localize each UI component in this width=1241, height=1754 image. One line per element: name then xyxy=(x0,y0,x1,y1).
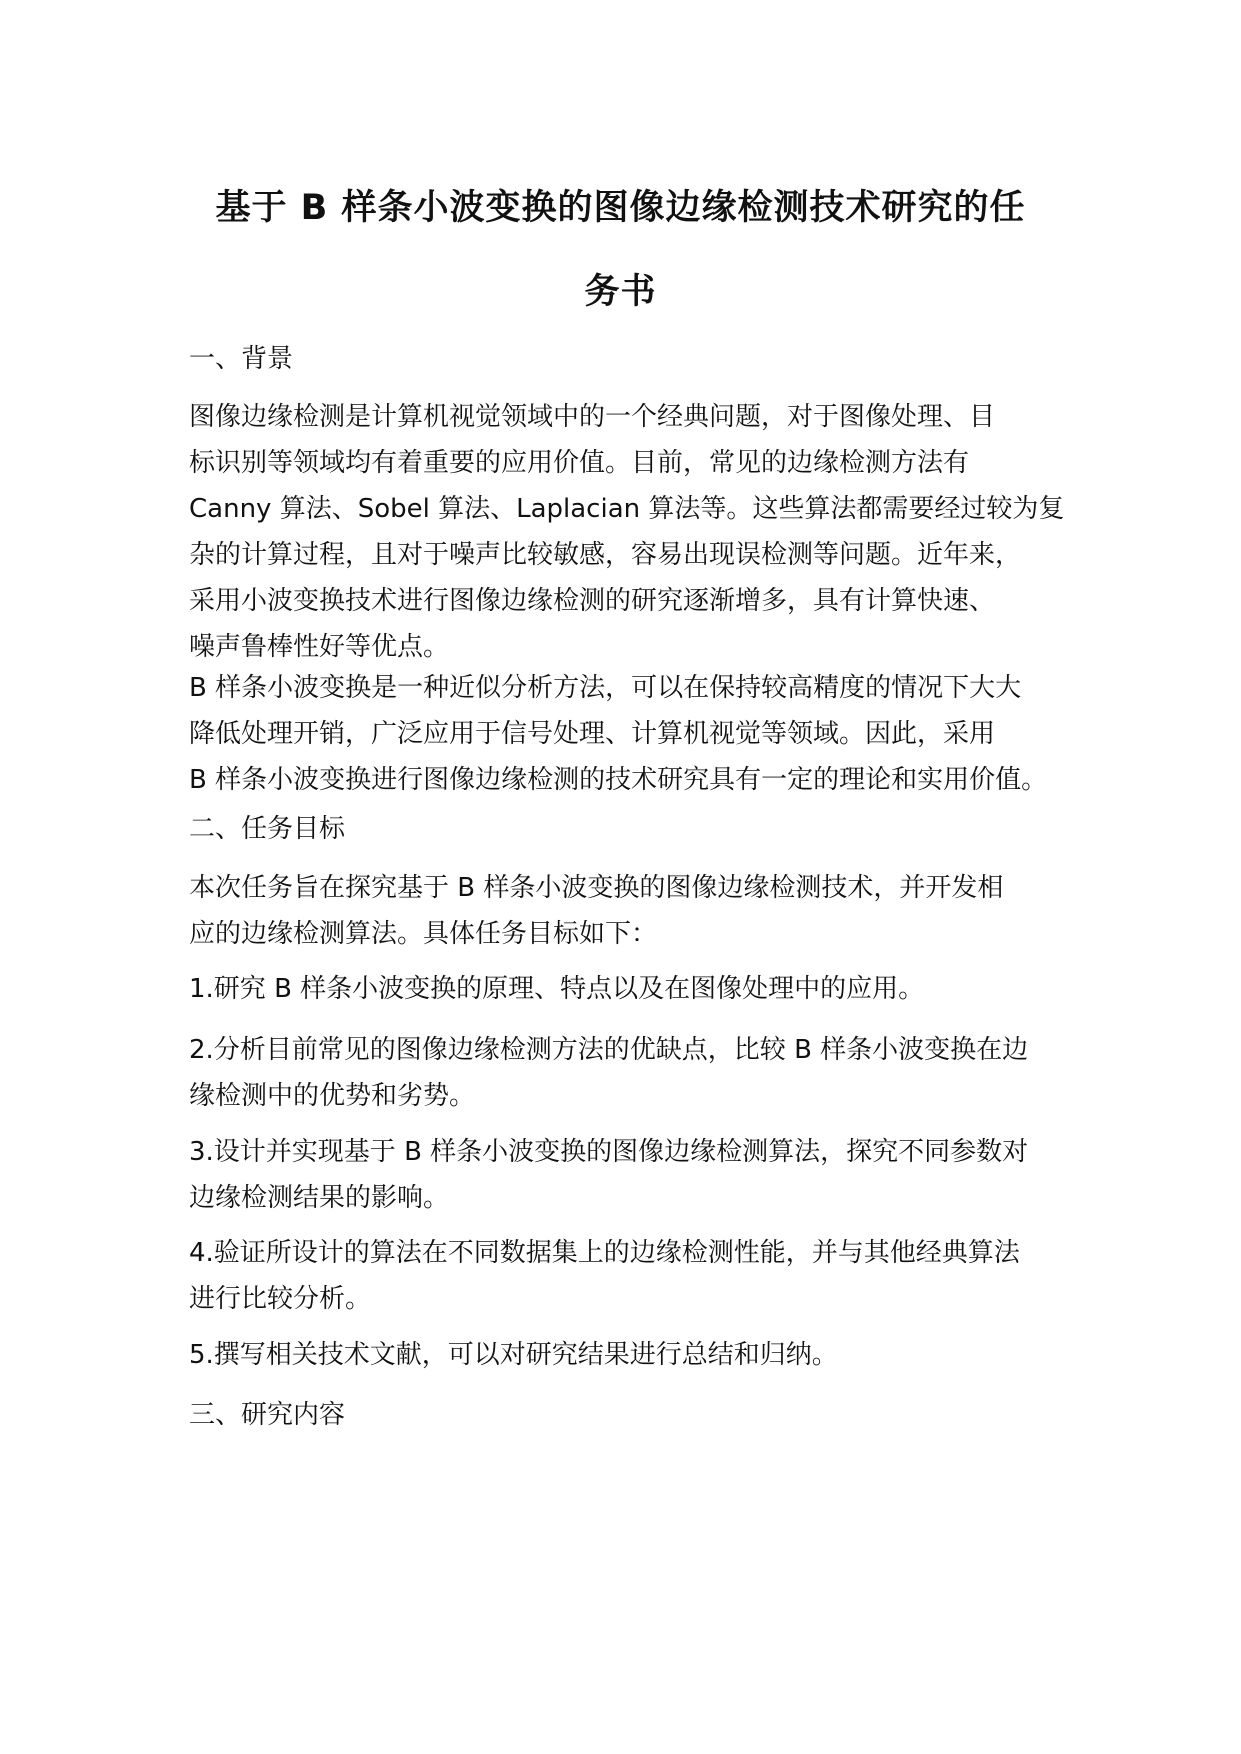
paragraph-line: 边缘检测结果的影响。 xyxy=(189,1183,450,1213)
paragraph-line: 采用小波变换技术进行图像边缘检测的研究逐渐增多，具有计算快速、 xyxy=(189,586,996,616)
paragraph-line: Canny 算法、Sobel 算法、Laplacian 算法等。这些算法都需要经过较为复 xyxy=(189,494,1065,524)
paragraph-line: 缘检测中的优势和劣势。 xyxy=(189,1081,476,1111)
paragraph-line: B 样条小波变换是一种近似分析方法，可以在保持较高精度的情况下大大 xyxy=(189,673,1022,703)
paragraph-line: 图像边缘检测是计算机视觉领域中的一个经典问题，对于图像处理、目 xyxy=(189,402,996,432)
goal-item-2 xyxy=(189,1027,1074,1119)
background-paragraph-1 xyxy=(189,394,1074,670)
paragraph-line: 4.验证所设计的算法在不同数据集上的边缘检测性能，并与其他经典算法 xyxy=(189,1238,1020,1268)
goals-intro-paragraph xyxy=(189,865,1074,957)
paragraph-line: 5.撰写相关技术文献，可以对研究结果进行总结和归纳。 xyxy=(189,1340,838,1370)
paragraph-line: 降低处理开销，广泛应用于信号处理、计算机视觉等领域。因此，采用 xyxy=(189,719,996,749)
paragraph-line: 标识别等领域均有着重要的应用价值。目前，常见的边缘检测方法有 xyxy=(189,448,970,478)
paragraph-line: 2.分析目前常见的图像边缘检测方法的优缺点，比较 B 样条小波变换在边 xyxy=(189,1035,1029,1065)
goal-item-4 xyxy=(189,1230,1074,1322)
background-paragraph-2 xyxy=(189,665,1074,803)
goal-item-5 xyxy=(189,1332,1074,1378)
document-title-line-1: 基于 B 样条小波变换的图像边缘检测技术研究的任 xyxy=(215,188,1026,228)
goal-item-3 xyxy=(189,1129,1074,1221)
paragraph-line: 应的边缘检测算法。具体任务目标如下： xyxy=(189,919,658,949)
section-heading-research-content: 三、研究内容 xyxy=(189,1400,346,1430)
paragraph-line: 噪声鲁棒性好等优点。 xyxy=(189,632,450,662)
goal-item-1 xyxy=(189,966,1074,1012)
paragraph-line: 本次任务旨在探究基于 B 样条小波变换的图像边缘检测技术，并开发相 xyxy=(189,873,1004,903)
paragraph-line: 进行比较分析。 xyxy=(189,1284,372,1314)
paragraph-line: 杂的计算过程，且对于噪声比较敏感，容易出现误检测等问题。近年来， xyxy=(189,540,1022,570)
section-heading-goals: 二、任务目标 xyxy=(189,814,346,844)
section-heading-background: 一、背景 xyxy=(189,344,294,374)
paragraph-line: 3.设计并实现基于 B 样条小波变换的图像边缘检测算法，探究不同参数对 xyxy=(189,1137,1029,1167)
paragraph-line: 1.研究 B 样条小波变换的原理、特点以及在图像处理中的应用。 xyxy=(189,974,925,1004)
paragraph-line: B 样条小波变换进行图像边缘检测的技术研究具有一定的理论和实用价值。 xyxy=(189,765,1048,795)
document-title-line-2: 务书 xyxy=(584,272,657,312)
